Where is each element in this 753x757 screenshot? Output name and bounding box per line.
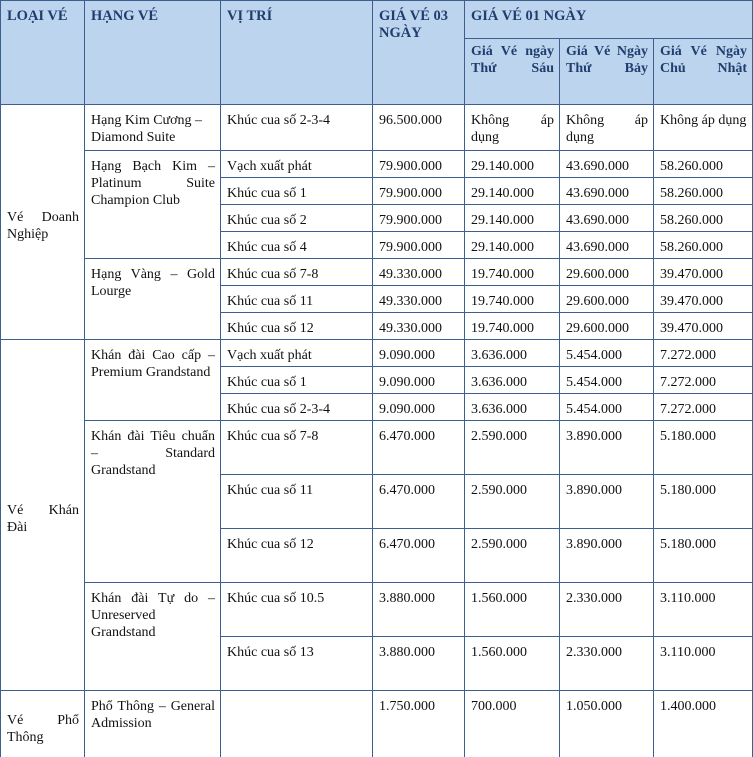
price-sunday: 3.110.000 — [654, 637, 753, 691]
header-thu-sau — [465, 39, 560, 105]
group-pho-thong — [1, 691, 85, 757]
location-cell: Khúc cua số 1 — [221, 367, 373, 394]
price-friday: 2.590.000 — [465, 421, 560, 475]
price-saturday: 43.690.000 — [560, 205, 654, 232]
price-sunday: 5.180.000 — [654, 529, 753, 583]
location-cell: Khúc cua số 12 — [221, 529, 373, 583]
price-sunday: 3.110.000 — [654, 583, 753, 637]
price-saturday: Không áp dụng — [560, 105, 654, 151]
table-row — [1, 340, 753, 367]
location-cell: Khúc cua số 7-8 — [221, 421, 373, 475]
price-friday: 700.000 — [465, 691, 560, 757]
price-saturday: 3.890.000 — [560, 529, 654, 583]
price-sunday: 39.470.000 — [654, 259, 753, 286]
price-friday: 29.140.000 — [465, 151, 560, 178]
location-cell: Khúc cua số 4 — [221, 232, 373, 259]
group-pho-thong-label: Vé Phổ Thông — [7, 713, 79, 745]
price-sunday: 39.470.000 — [654, 286, 753, 313]
price-3-day: 9.090.000 — [373, 394, 465, 421]
header-hang-ve: HẠNG VÉ — [85, 1, 221, 105]
tier-tu-do: Khán đài Tự do – Unreserved Grandstand — [85, 583, 221, 691]
table-row — [1, 691, 753, 757]
price-3-day: 49.330.000 — [373, 259, 465, 286]
price-saturday: 5.454.000 — [560, 394, 654, 421]
price-sunday: 5.180.000 — [654, 421, 753, 475]
header-thu-bay — [560, 39, 654, 105]
price-sunday: 5.180.000 — [654, 475, 753, 529]
location-cell: Khúc cua số 2-3-4 — [221, 105, 373, 151]
price-saturday: 3.890.000 — [560, 421, 654, 475]
price-sunday: 58.260.000 — [654, 178, 753, 205]
price-friday: 29.140.000 — [465, 178, 560, 205]
header-loai-ve: LOẠI VÉ — [1, 1, 85, 105]
price-sunday: 39.470.000 — [654, 313, 753, 340]
tier-cao-cap: Khán đài Cao cấp – Premium Grandstand — [85, 340, 221, 421]
table-row — [1, 421, 753, 475]
price-3-day: 96.500.000 — [373, 105, 465, 151]
price-friday: 19.740.000 — [465, 259, 560, 286]
price-saturday: 43.690.000 — [560, 232, 654, 259]
table-row — [1, 259, 753, 286]
price-3-day: 6.470.000 — [373, 529, 465, 583]
location-cell: Khúc cua số 2 — [221, 205, 373, 232]
price-friday: 1.560.000 — [465, 637, 560, 691]
price-saturday: 1.050.000 — [560, 691, 654, 757]
price-3-day: 49.330.000 — [373, 286, 465, 313]
header-thu-sau-text: Giá Vé ngày Thứ Sáu — [471, 44, 554, 76]
tier-bach-kim: Hạng Bạch Kim – Platinum Suite Champion Club — [85, 151, 221, 259]
table-row — [1, 151, 753, 178]
price-saturday: 2.330.000 — [560, 583, 654, 637]
location-cell: Khúc cua số 11 — [221, 475, 373, 529]
price-3-day: 79.900.000 — [373, 205, 465, 232]
tier-vang: Hạng Vàng – Gold Lourge — [85, 259, 221, 340]
price-sunday: 7.272.000 — [654, 367, 753, 394]
price-friday: 29.140.000 — [465, 205, 560, 232]
tier-kim-cuong: Hạng Kim Cương – Diamond Suite — [85, 105, 221, 151]
price-friday: Không áp dụng — [465, 105, 560, 151]
location-cell: Khúc cua số 2-3-4 — [221, 394, 373, 421]
price-3-day: 6.470.000 — [373, 421, 465, 475]
price-saturday: 29.600.000 — [560, 313, 654, 340]
header-vi-tri: VỊ TRÍ — [221, 1, 373, 105]
price-3-day: 9.090.000 — [373, 340, 465, 367]
header-gia-1-ngay: GIÁ VÉ 01 NGÀY — [465, 1, 753, 39]
price-saturday: 29.600.000 — [560, 259, 654, 286]
group-khan-dai — [1, 340, 85, 691]
price-sunday: 58.260.000 — [654, 151, 753, 178]
price-friday: 19.740.000 — [465, 286, 560, 313]
price-saturday: 43.690.000 — [560, 151, 654, 178]
price-sunday: 58.260.000 — [654, 205, 753, 232]
header-chu-nhat — [654, 39, 753, 105]
group-doanh-nghiep-label: Vé Doanh Nghiệp — [7, 209, 79, 242]
price-saturday: 2.330.000 — [560, 637, 654, 691]
price-friday: 2.590.000 — [465, 529, 560, 583]
location-cell: Khúc cua số 1 — [221, 178, 373, 205]
location-cell: Vạch xuất phát — [221, 151, 373, 178]
price-sunday: Không áp dụng — [654, 105, 753, 151]
price-3-day: 1.750.000 — [373, 691, 465, 757]
price-friday: 1.560.000 — [465, 583, 560, 637]
header-row — [1, 1, 753, 39]
price-friday: 3.636.000 — [465, 367, 560, 394]
price-3-day: 6.470.000 — [373, 475, 465, 529]
location-cell — [221, 691, 373, 757]
location-cell: Khúc cua số 10.5 — [221, 583, 373, 637]
price-3-day: 3.880.000 — [373, 583, 465, 637]
price-3-day: 49.330.000 — [373, 313, 465, 340]
price-3-day: 79.900.000 — [373, 151, 465, 178]
price-sunday: 7.272.000 — [654, 340, 753, 367]
header-gia-3-ngay: GIÁ VÉ 03 NGÀY — [373, 1, 465, 105]
price-3-day: 79.900.000 — [373, 232, 465, 259]
price-3-day: 3.880.000 — [373, 637, 465, 691]
tier-tieu-chuan: Khán đài Tiêu chuẩn – Standard Grandstand — [85, 421, 221, 583]
location-cell: Khúc cua số 13 — [221, 637, 373, 691]
tier-pho-thong: Phổ Thông – General Admission — [85, 691, 221, 757]
price-friday: 3.636.000 — [465, 394, 560, 421]
price-sunday: 7.272.000 — [654, 394, 753, 421]
price-saturday: 43.690.000 — [560, 178, 654, 205]
price-friday: 19.740.000 — [465, 313, 560, 340]
price-saturday: 5.454.000 — [560, 367, 654, 394]
price-friday: 3.636.000 — [465, 340, 560, 367]
price-friday: 2.590.000 — [465, 475, 560, 529]
location-cell: Khúc cua số 12 — [221, 313, 373, 340]
header-chu-nhat-text: Giá Vé Ngày Chủ Nhật — [660, 44, 748, 76]
group-khan-dai-label: Vé Khán Đài — [7, 502, 79, 535]
price-3-day: 9.090.000 — [373, 367, 465, 394]
location-cell: Khúc cua số 7-8 — [221, 259, 373, 286]
table-row — [1, 105, 753, 151]
price-saturday: 29.600.000 — [560, 286, 654, 313]
price-sunday: 58.260.000 — [654, 232, 753, 259]
price-friday: 29.140.000 — [465, 232, 560, 259]
group-doanh-nghiep — [1, 105, 85, 340]
price-saturday: 5.454.000 — [560, 340, 654, 367]
location-cell: Vạch xuất phát — [221, 340, 373, 367]
price-sunday: 1.400.000 — [654, 691, 753, 757]
price-3-day: 79.900.000 — [373, 178, 465, 205]
header-thu-bay-text: Giá Vé Ngày Thứ Bảy — [566, 44, 648, 76]
location-cell: Khúc cua số 11 — [221, 286, 373, 313]
table-row — [1, 583, 753, 637]
price-saturday: 3.890.000 — [560, 475, 654, 529]
